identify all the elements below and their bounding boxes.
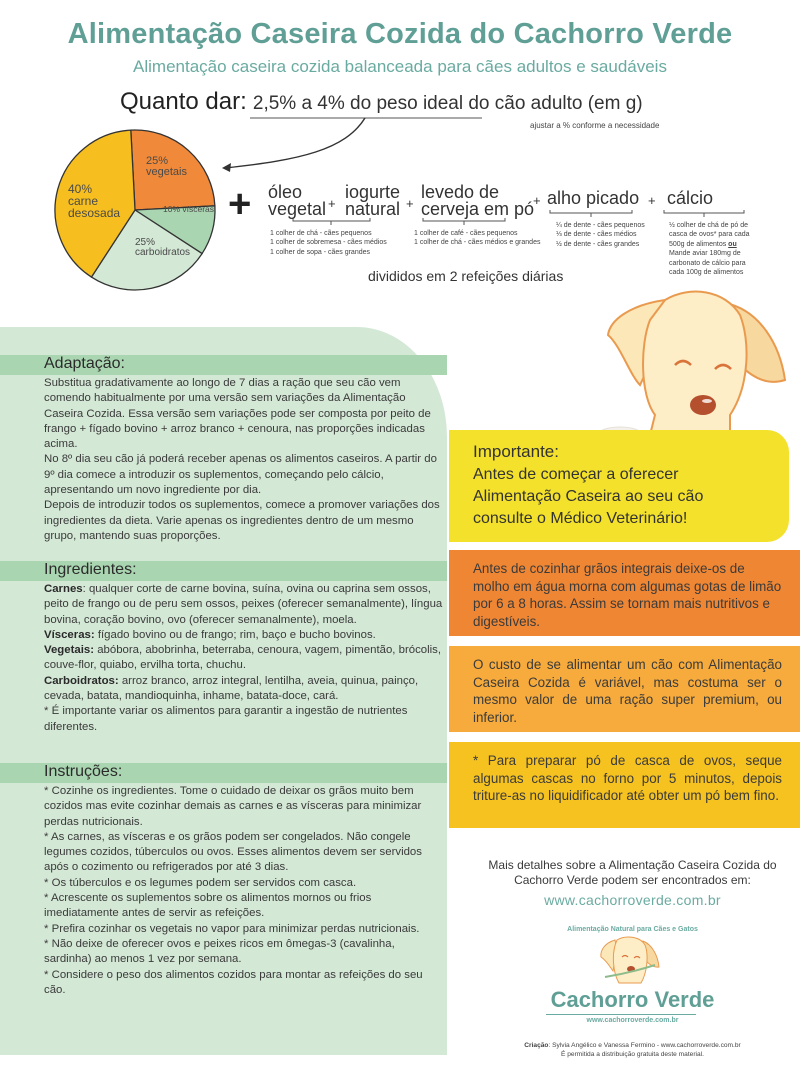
group-text: qualquer corte de carne bovina, suína, ovina ou caprina sem ossos, peito de frango ou de peru sem ossos, peixes (oferecer semanalmente), língua bovina, coração bovino, ovo (oferecer semanalmente), moela. [44, 583, 443, 626]
section-body-instrucoes [44, 784, 444, 998]
dog-nose-shine [702, 399, 712, 403]
section-title-instrucoes: Instruções: [44, 763, 123, 780]
divided-meals: divididos em 2 refeições diárias [368, 268, 564, 284]
license-text: É permitida a distribuição gratuita deste material. [561, 1051, 704, 1058]
dose-line: ½ colher de chá de pó de [669, 222, 749, 229]
group-label: Carboidratos: [44, 674, 119, 687]
pie-label-visceras [163, 205, 214, 214]
brace-oleo-iogurte [293, 218, 370, 225]
ingredient-group-visceras [44, 628, 444, 643]
instruction-item: * Não deixe de oferecer ovos e peixes ricos em ômegas-3 (cavalinha, sardinha) ao menos 1 vez por semana. [44, 937, 395, 966]
page-subtitle: Alimentação caseira cozida balanceada para cães adultos e saudáveis [133, 57, 667, 76]
callout-graos-text: Antes de cozinhar grãos integrais deixe-os de molho em água morna com algumas gotas de limão por 6 a 8 horas. Assim se tornam mais nutritivos e digestíveis. [473, 561, 782, 629]
brace-calcio [664, 210, 744, 217]
pie-label-name: vísceras [182, 204, 215, 214]
instruction-item: * Considere o peso dos alimentos cozidos para montar as refeições do seu cão. [44, 968, 423, 996]
instruction-item: * Cozinhe os ingredientes. Tome o cuidado de deixar os grãos muito bem cozidos mas evite cozinhar demais as carnes e as vísceras para minimizar perdas nutricionais. [44, 785, 422, 828]
dose-line: ½ de dente - cães grandes [556, 240, 640, 248]
group-label: Vegetais: [44, 644, 95, 657]
supplement-line: levedo de [421, 182, 500, 202]
credits-label: Criação [524, 1042, 549, 1049]
instruction-item: * Acrescente os suplementos sobre os alimentos mornos ou frios imediatamente antes de servir as refeições. [44, 892, 372, 920]
dog-nose [690, 395, 716, 415]
pie-label-name: carboidratos [135, 247, 191, 258]
ingredient-group-carnes [44, 582, 444, 628]
dog-illustration [590, 285, 800, 435]
pie-label-pct: 25% [146, 155, 169, 167]
group-sep: : [82, 583, 86, 595]
pie-label-carboidratos [135, 238, 190, 258]
dog-head [643, 292, 747, 435]
supplement-levedo [421, 184, 534, 218]
ingredient-group-vegetais [44, 643, 444, 674]
plus-icon: + [328, 196, 336, 211]
page-title: Alimentação Caseira Cozida do Cachorro Verde [67, 18, 733, 50]
dose-line: cada 100g de alimentos [669, 269, 744, 277]
plus-icon: + [406, 196, 414, 211]
credits [465, 1041, 800, 1059]
website-link[interactable]: www.cachorroverde.com.br [544, 892, 721, 908]
callout-custo [449, 646, 800, 732]
pie-label-vegetais [146, 156, 187, 178]
pie-label-name: carne desosada [68, 194, 121, 220]
instruction-item: * Prefira cozinhar os vegetais no vapor para minimizar perdas nutricionais. [44, 922, 420, 935]
supplement-alho [547, 190, 639, 207]
callout-importante [449, 430, 789, 542]
dose-line: 1 colher de café - cães pequenos [414, 230, 518, 237]
group-text: arroz branco, arroz integral, lentilha, aveia, quinua, painço, cevada, batata, mandioquinha, inhame, batata-doce, cará. [44, 674, 419, 703]
adjust-note: ajustar a % conforme a necessidade [530, 121, 660, 130]
pie-label-pct: 40% [68, 182, 93, 196]
callout-casca-text: * Para preparar pó de casca de ovos, seque algumas cascas no forno por 5 minutos, depois triture-as no liquidificador até obter um pó bem fino. [473, 753, 782, 803]
dose-line: carbonato de cálcio para [669, 259, 746, 267]
instruction-item: * Os túberculos e os legumes podem ser servidos com casca. [44, 876, 357, 889]
supplement-line: natural [345, 199, 401, 220]
brand-url[interactable]: www.cachorroverde.com.br [586, 1017, 679, 1024]
brace-levedo [423, 218, 505, 225]
dose-line: ⅓ de dente - cães médios [556, 231, 637, 239]
quanto-dar-label: Quanto dar: [120, 88, 247, 115]
brand-name: Cachorro Verde [550, 987, 715, 1012]
group-label: Carnes [44, 583, 83, 595]
dose-line: ¼ de dente - cães pequenos [556, 222, 645, 229]
pie-label-pct: 10% [163, 204, 181, 214]
dose-alho [556, 221, 645, 249]
dose-line: Mande aviar 180mg de [669, 250, 741, 258]
supplement-line: iogurte [345, 182, 401, 202]
dose-text: 500g de alimentos [669, 240, 727, 248]
big-plus-icon: + [228, 182, 252, 226]
ingredient-group-carboidratos [44, 674, 444, 705]
brace-alho [550, 210, 632, 217]
group-text: fígado bovino ou de frango; rim, baço e bucho bovinos. [94, 628, 376, 641]
paragraph: Depois de introduzir todos os suplementos, comece a promover variações dos ingredientes da dieta. Varie apenas os ingredientes dentro de um mesmo grupo, mantendo suas proporções. [44, 499, 440, 542]
credits-line [465, 1041, 800, 1050]
pie-label-name: vegetais [146, 166, 187, 178]
supplement-line: cerveja em pó [421, 199, 535, 220]
paragraph: Substitua gradativamente ao longo de 7 dias a ração que seu cão vem comendo habitualmente por uma versão sem variações da Alimentação Caseira Cozida. Essa versão sem variações pode ser composta por peito de frango + fígado bovino + arroz branco + cenoura, nas proporções indicadas acima. [44, 377, 431, 451]
supplement-line: vegetal [268, 199, 327, 220]
section-title-adaptacao: Adaptação: [44, 355, 125, 372]
dose-calcio [669, 221, 750, 278]
more-info-text: Mais detalhes sobre a Alimentação Caseira Cozida do Cachorro Verde podem ser encontrados em: [488, 858, 777, 887]
callout-casca [449, 742, 800, 828]
supplement-line: alho picado [547, 188, 640, 208]
ingredient-note: * É importante variar os alimentos para garantir a ingestão de nutrientes diferentes. [44, 705, 408, 733]
callout-graos [449, 550, 800, 636]
dose-line [669, 240, 750, 249]
section-body-adaptacao [44, 376, 444, 544]
supplement-iogurte [345, 184, 400, 218]
dose-line: 1 colher de sopa - cães grandes [270, 248, 371, 256]
pie-label-pct: 25% [135, 237, 156, 248]
brand-divider [546, 1014, 696, 1015]
callout-importante-body: Antes de começar a oferecer Alimentação Caseira ao seu cão consulte o Médico Veterinário! [473, 466, 704, 527]
dose-levedo [414, 229, 540, 248]
dose-line: 1 colher de sobremesa - cães médios [270, 239, 387, 247]
brand-tagline: Alimentação Natural para Cães e Gatos [567, 926, 698, 933]
pointer-arrow [225, 118, 365, 168]
supplement-oleo [268, 184, 326, 218]
supplement-calcio [667, 190, 713, 207]
supplement-line: óleo [268, 182, 303, 202]
callout-importante-title: Importante: [473, 442, 559, 461]
dose-oleo-iogurte [270, 229, 387, 257]
pie-label-carne [68, 183, 132, 219]
credits-text: : Sylvia Angélico e Vanessa Fermino - www.cachorroverde.com.br [548, 1042, 741, 1049]
plus-icon: + [648, 193, 656, 208]
dose-line: casca de ovos* para cada [669, 231, 750, 239]
instruction-item: * As carnes, as vísceras e os grãos podem ser congelados. Não congele legumes cozidos, túberculos ou ovos. Esses alimentos devem ser servidos após o cozimento ou refrigerados por até 3 dias. [44, 830, 422, 874]
section-title-ingredientes: Ingredientes: [44, 561, 137, 578]
dose-or: ou [728, 240, 737, 248]
group-label: Vísceras: [44, 628, 95, 641]
plus-icon: + [533, 193, 541, 208]
dose-line: 1 colher de chá - cães pequenos [270, 230, 372, 237]
arrow-head-icon [222, 163, 231, 172]
brand-logo-dog-icon [595, 935, 665, 990]
paragraph: No 8º dia seu cão já poderá receber apenas os alimentos caseiros. A partir do 9º dia comece a introduzir os suplementos, começando pelo cálcio, apresentando um novo ingrediente por dia. [44, 453, 437, 497]
group-text: abóbora, abobrinha, beterraba, cenoura, vagem, pimentão, brócolis, couve-flor, quiabo, ervilha torta, chuchu. [44, 644, 442, 672]
callout-custo-text: O custo de se alimentar um cão com Alimentação Caseira Cozida é variável, mas costuma ser o mesmo valor de uma ração super premium, ou inferior. [473, 657, 782, 725]
section-body-ingredientes [44, 582, 444, 735]
supplement-line: cálcio [667, 188, 714, 208]
quanto-dar-value: 2,5% a 4% do peso ideal do cão adulto (em g) [252, 93, 643, 114]
dose-line: 1 colher de chá - cães médios e grandes [414, 239, 541, 247]
